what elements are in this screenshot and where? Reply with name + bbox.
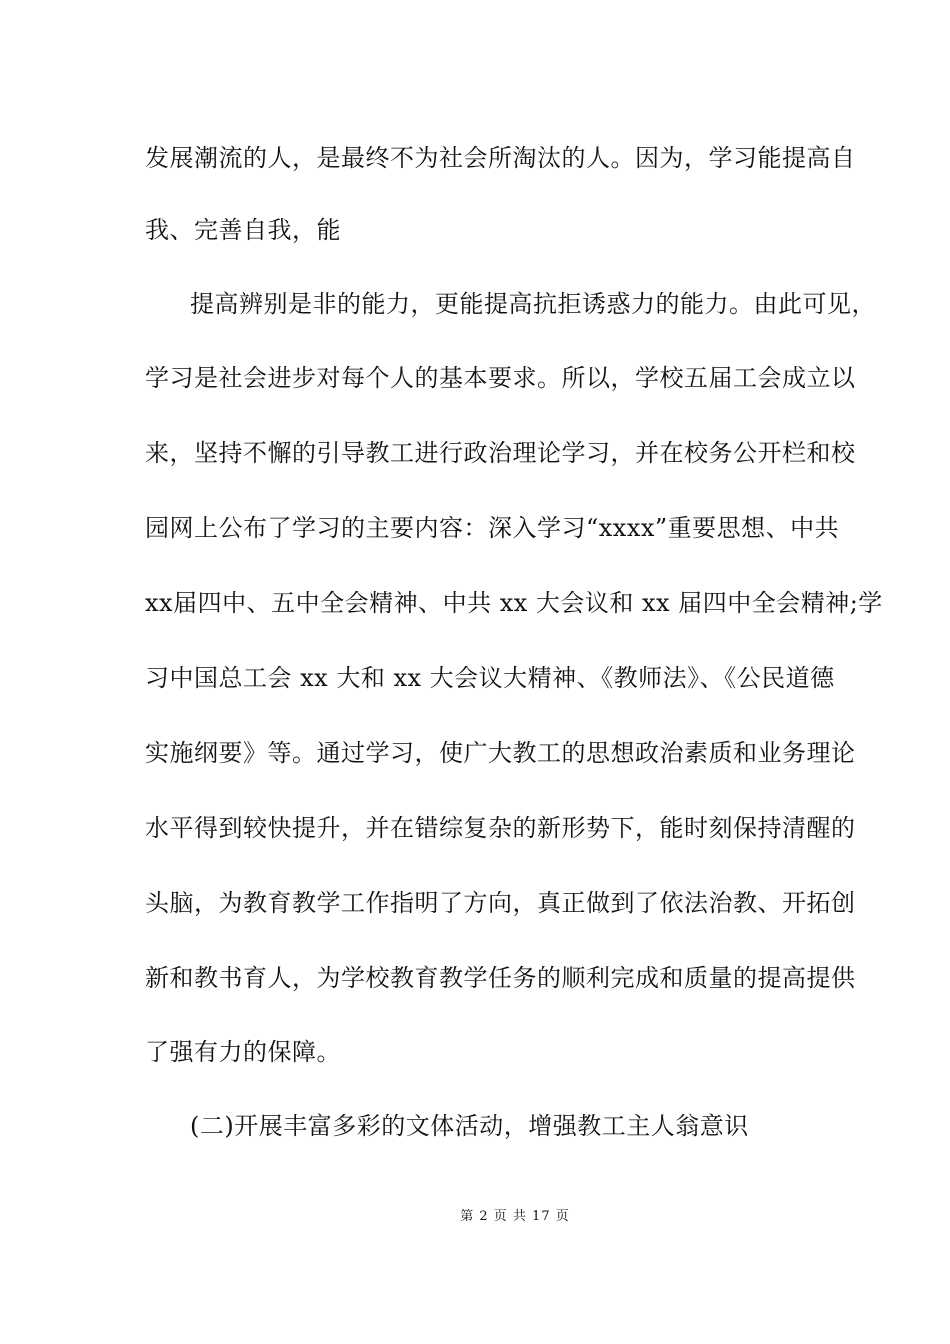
text-line-11: 头脑，为教育教学工作指明了方向，真正做到了依法治教、开拓创: [145, 889, 856, 917]
text-line-8: 习中国总工会 xx 大和 xx 大会议大精神、《教师法》、《公民道德: [145, 664, 835, 692]
section-heading: (二)开展丰富多彩的文体活动，增强教工主人翁意识: [190, 1112, 749, 1140]
text-line-7: xx届四中、五中全会精神、中共 xx 大会议和 xx 届四中全会精神;学: [145, 589, 883, 617]
text-line-3: 提高辨别是非的能力，更能提高抗拒诱惑力的能力。由此可见，: [190, 290, 876, 318]
text-line-4: 学习是社会进步对每个人的基本要求。所以，学校五届工会成立以: [145, 364, 856, 392]
page-footer: 第 2 页 共 17 页: [460, 1209, 570, 1224]
text-line-2: 我、完善自我，能: [145, 216, 341, 244]
text-line-9: 实施纲要》等。通过学习，使广大教工的思想政治素质和业务理论: [145, 739, 856, 767]
text-line-6: 园网上公布了学习的主要内容：深入学习“xxxx”重要思想、中共: [145, 514, 840, 542]
text-line-12: 新和教书育人，为学校教育教学任务的顺利完成和质量的提高提供: [145, 964, 856, 992]
text-line-13: 了强有力的保障。: [145, 1038, 341, 1066]
text-line-5: 来，坚持不懈的引导教工进行政治理论学习，并在校务公开栏和校: [145, 439, 856, 467]
text-line-1: 发展潮流的人，是最终不为社会所淘汰的人。因为，学习能提高自: [145, 144, 856, 172]
text-line-10: 水平得到较快提升，并在错综复杂的新形势下，能时刻保持清醒的: [145, 814, 856, 842]
